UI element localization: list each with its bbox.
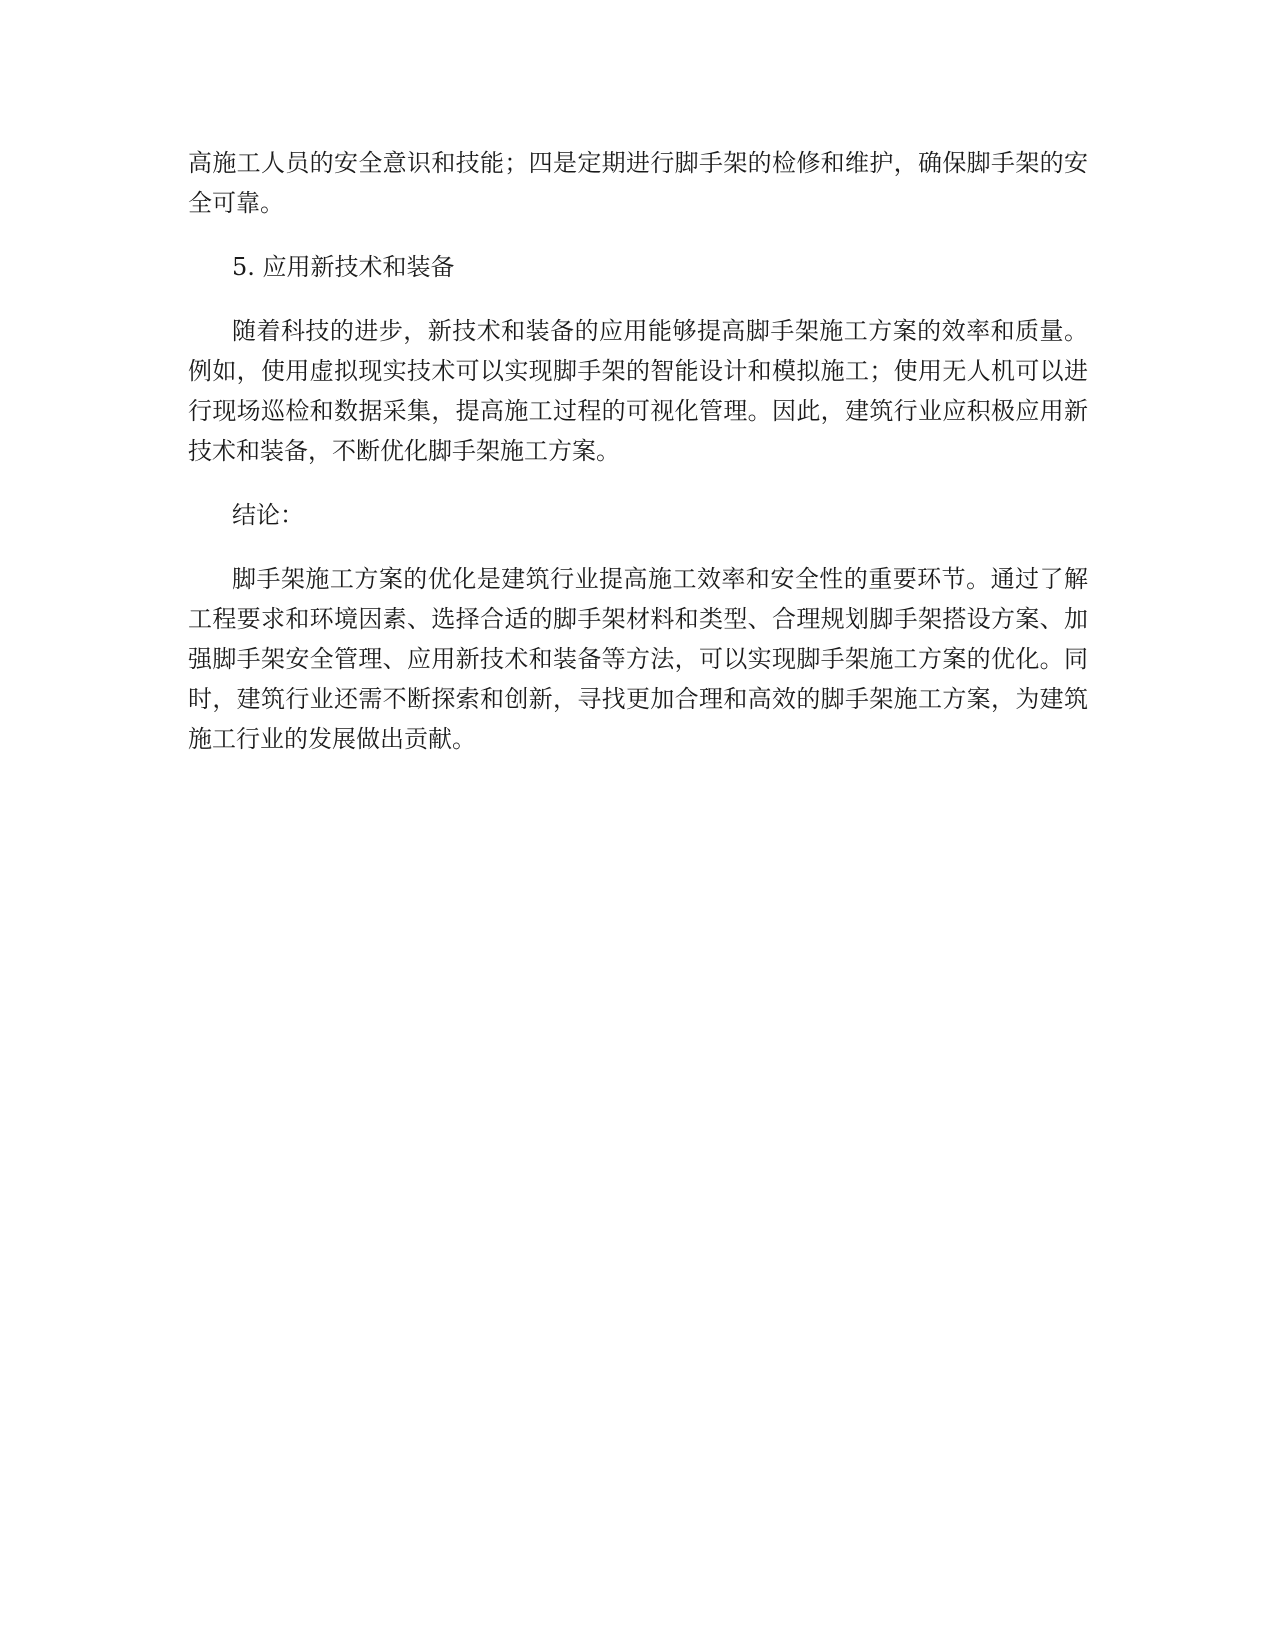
document-body bbox=[188, 143, 1088, 783]
section-heading-new-technology: 5. 应用新技术和装备 bbox=[232, 253, 455, 281]
paragraph-new-technology: 随着科技的进步，新技术和装备的应用能够提高脚手架施工方案的效率和质量。例如，使用虚拟现实技术可以实现脚手架的智能设计和模拟施工；使用无人机可以进行现场巡检和数据采集，提高施工过程的可视化管理。因此，建筑行业应积极应用新技术和装备，不断优化脚手架施工方案。 bbox=[188, 317, 1088, 465]
section-heading-conclusion: 结论： bbox=[232, 501, 304, 529]
paragraph-conclusion: 脚手架施工方案的优化是建筑行业提高施工效率和安全性的重要环节。通过了解工程要求和环境因素、选择合适的脚手架材料和类型、合理规划脚手架搭设方案、加强脚手架安全管理、应用新技术和装备等方法，可以实现脚手架施工方案的优化。同时，建筑行业还需不断探索和创新，寻找更加合理和高效的脚手架施工方案，为建筑施工行业的发展做出贡献。 bbox=[188, 565, 1088, 753]
paragraph-continuation: 高施工人员的安全意识和技能；四是定期进行脚手架的检修和维护，确保脚手架的安全可靠。 bbox=[188, 149, 1088, 217]
